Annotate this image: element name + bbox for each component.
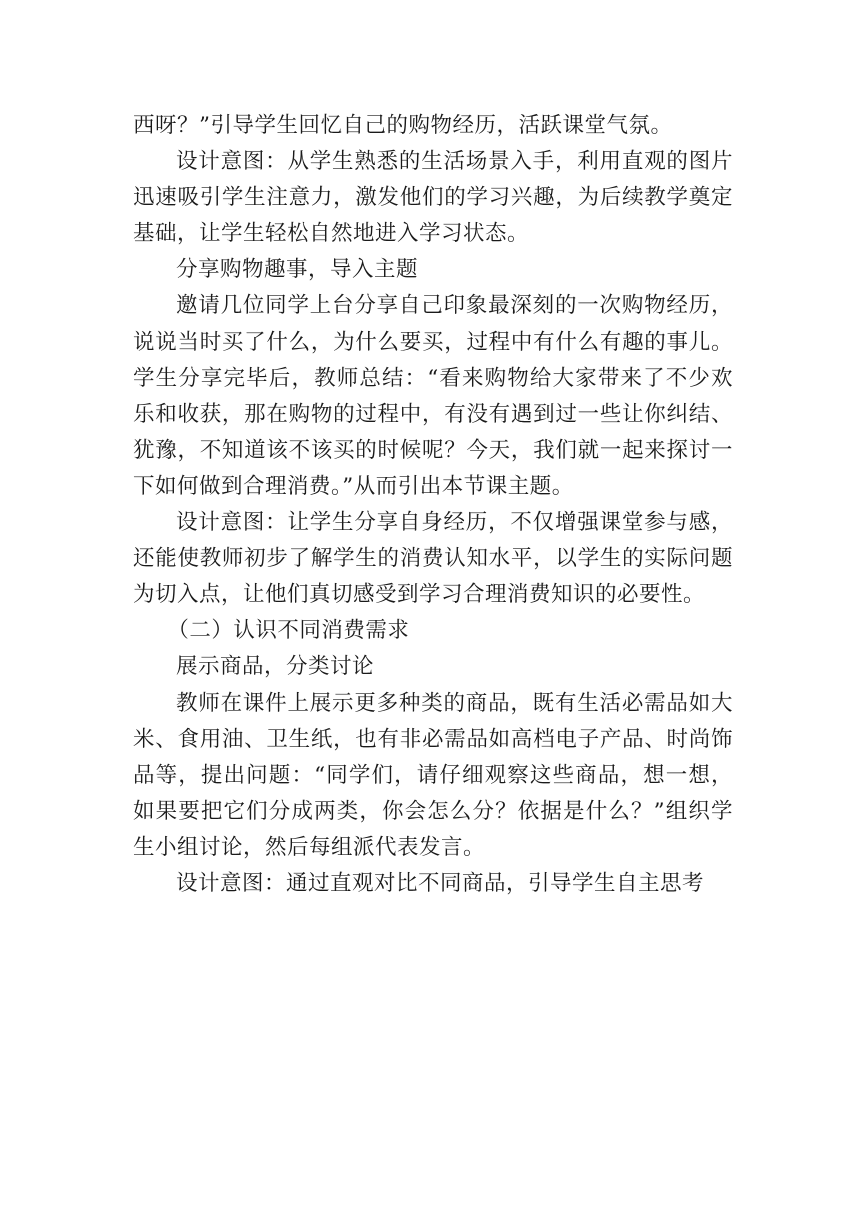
paragraph-continuation: 西呀？”引导学生回忆自己的购物经历，活跃课堂气氛。 (133, 113, 673, 138)
document-body (133, 108, 733, 902)
paragraph-display-activity: 教师在课件上展示更多种类的商品，既有生活必需品如大米、食用油、卫生纸，也有非必需品如高档电子产品、时尚饰品等，提出问题：“同学们，请仔细观察这些商品，想一想，如果要把它们分成两类，你会怎么分？依据是什么？”组织学生小组讨论，然后每组派代表发言。 (133, 690, 733, 860)
section-heading-needs: （二）认识不同消费需求 (167, 618, 410, 644)
section-subheading-display: 展示商品，分类讨论 (176, 654, 375, 680)
paragraph-share-activity: 邀请几位同学上台分享自己印象最深刻的一次购物经历，说说当时买了什么，为什么要买，过程中有什么有趣的事儿。学生分享完毕后，教师总结：“看来购物给大家带来了不少欢乐和收获，那在购物的过程中，有没有遇到过一些让你纠结、犹豫，不知道该不该买的时候呢？今天，我们就一起来探讨一下如何做到合理消费。”从而引出本节课主题。 (133, 293, 733, 499)
section-subheading-share: 分享购物趣事，导入主题 (176, 257, 419, 283)
paragraph-design-intent-2: 设计意图：让学生分享自身经历，不仅增强课堂参与感，还能使教师初步了解学生的消费认知水平，以学生的实际问题为切入点，让他们真切感受到学习合理消费知识的必要性。 (133, 510, 733, 608)
paragraph-design-intent-1: 设计意图：从学生熟悉的生活场景入手，利用直观的图片迅速吸引学生注意力，激发他们的学习兴趣，为后续教学奠定基础，让学生轻松自然地进入学习状态。 (133, 149, 733, 247)
paragraph-design-intent-3: 设计意图：通过直观对比不同商品，引导学生自主思考 (176, 870, 705, 896)
